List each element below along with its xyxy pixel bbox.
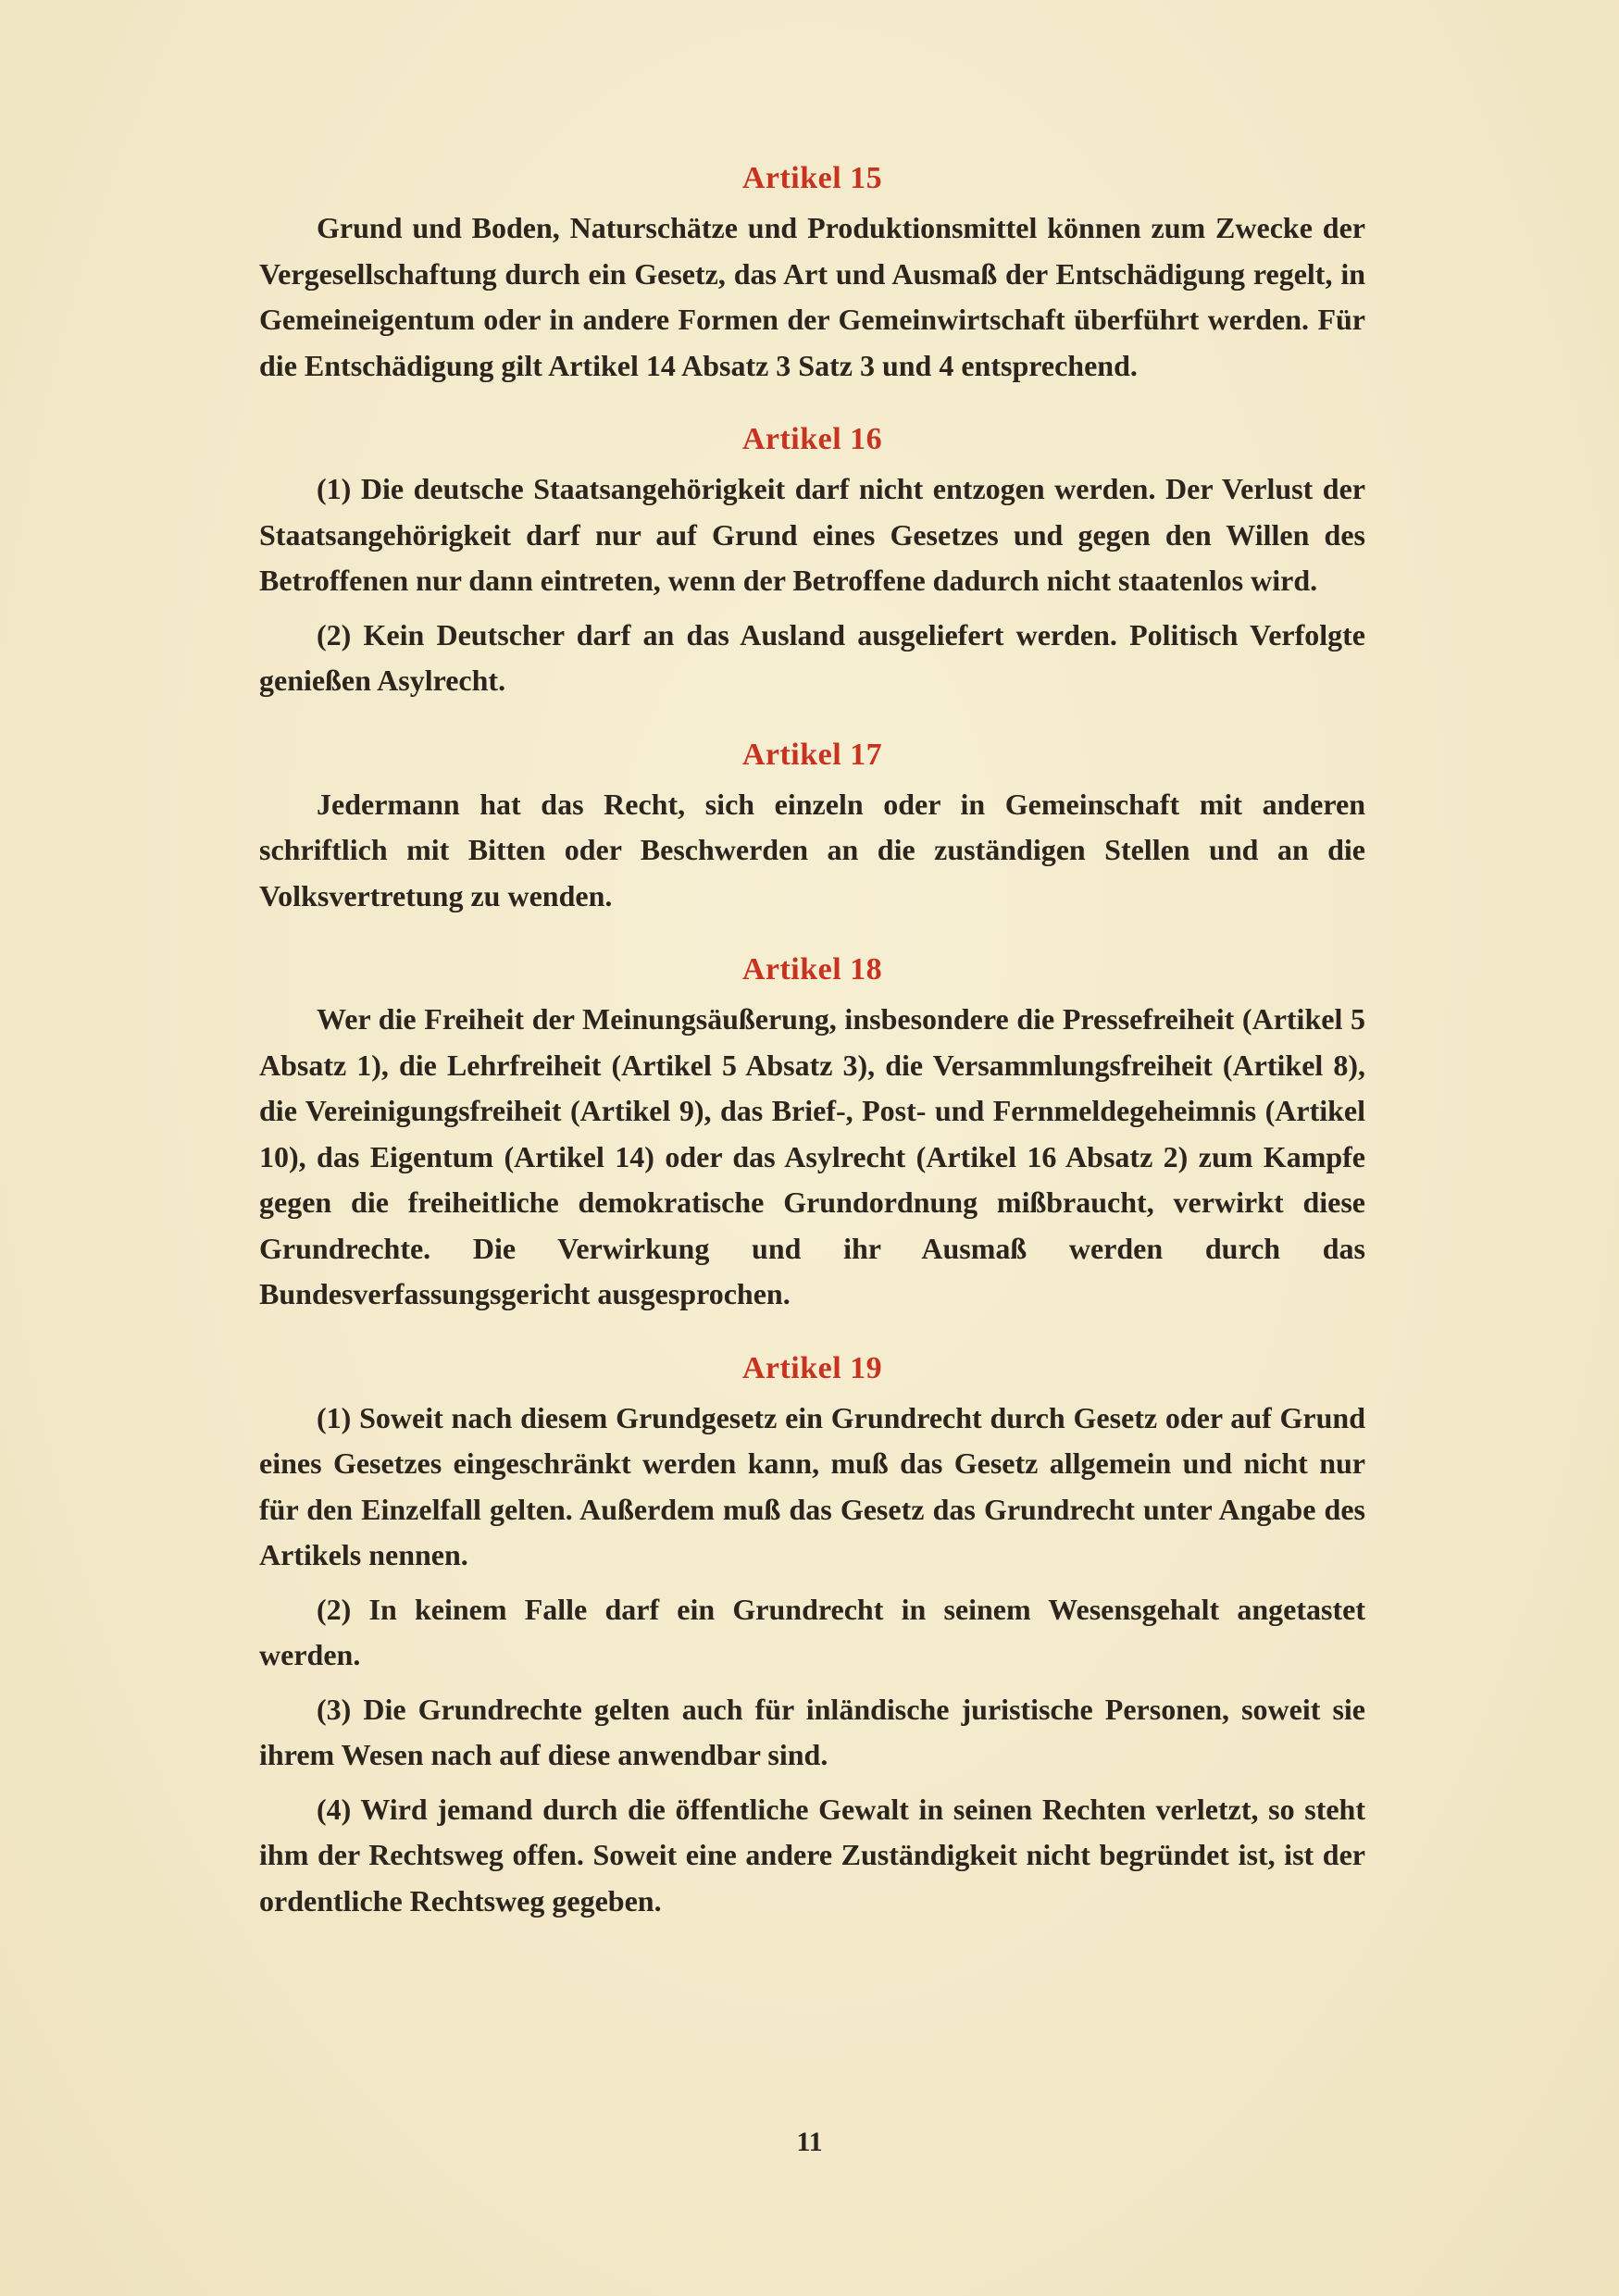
article-heading: Artikel 15 [741,161,883,195]
article-paragraph: (2) In keinem Falle darf ein Grundrecht in seinem Wesensgehalt angetastet werden. [259,1592,1365,1671]
article-paragraph: (3) Die Grundrechte gelten auch für inländische juristische Personen, soweit sie ihrem Wesen nach auf diese anwendbar sind. [259,1692,1365,1771]
article-heading: Artikel 16 [741,422,883,456]
article-heading: Artikel 19 [741,1350,883,1385]
article-paragraph: Jedermann hat das Recht, sich einzeln oder in Gemeinschaft mit anderen schriftlich mit Bitten oder Beschwerden an die zuständigen Stellen und an die Volksvertretung zu wenden. [259,787,1365,912]
article-paragraph: Wer die Freiheit der Meinungsäußerung, insbesondere die Pressefreiheit (Artikel 5 Absatz 1), die Lehrfreiheit (Artikel 5 Absatz 3), die Versammlungsfreiheit (Artikel 8), die Vereinigungsfreiheit (Artikel 9), das Brief-, Post- und Fernmeldegeheimnis (Artikel 10), das Eigentum (Artikel 14) oder das Asylrecht (Artikel 16 Absatz 2) zum Kampfe gegen die freiheitliche demokratische Grundordnung mißbraucht, verwirkt diese Grundrechte. Die Verwirkung und ihr Ausmaß werden durch das Bundesverfassungsgericht ausgesprochen. [259,1002,1365,1310]
article-paragraph: (2) Kein Deutscher darf an das Ausland ausgeliefert werden. Politisch Verfolgte genießen Asylrecht. [259,617,1365,697]
article-heading: Artikel 18 [741,952,883,987]
page-number: 11 [796,2127,823,2157]
article-paragraph: (4) Wird jemand durch die öffentliche Gewalt in seinen Rechten verletzt, so steht ihm der Rechtsweg offen. Soweit eine andere Zuständigkeit nicht begründet ist, ist der ordentliche Rechtsweg gegeben. [259,1792,1365,1917]
article-paragraph: (1) Die deutsche Staatsangehörigkeit darf nicht entzogen werden. Der Verlust der Staatsangehörigkeit darf nur auf Grund eines Gesetzes und gegen den Willen des Betroffenen nur dann eintreten, wenn der Betroffene dadurch nicht staatenlos wird. [259,472,1365,597]
article-19 [259,1346,1365,1925]
article-paragraph: Grund und Boden, Naturschätze und Produktionsmittel können zum Zwecke der Vergesellschaftung durch ein Gesetz, das Art und Ausmaß der Entschädigung regelt, in Gemeineigentum oder in andere Formen der Gemeinwirtschaft überführt werden. Für die Entschädigung gilt Artikel 14 Absatz 3 Satz 3 und 4 entsprechend. [259,211,1365,382]
article-18 [259,947,1365,1318]
article-paragraph: (1) Soweit nach diesem Grundgesetz ein Grundrecht durch Gesetz oder auf Grund eines Gesetzes eingeschränkt werden kann, muß das Gesetz allgemein und nicht nur für den Einzelfall gelten. Außerdem muß das Gesetz das Grundrecht unter Angabe des Artikels nennen. [259,1400,1365,1571]
article-heading: Artikel 17 [741,737,883,772]
article-15 [259,155,1365,389]
document-body [259,155,1365,1952]
article-17 [259,732,1365,920]
article-16 [259,416,1365,704]
